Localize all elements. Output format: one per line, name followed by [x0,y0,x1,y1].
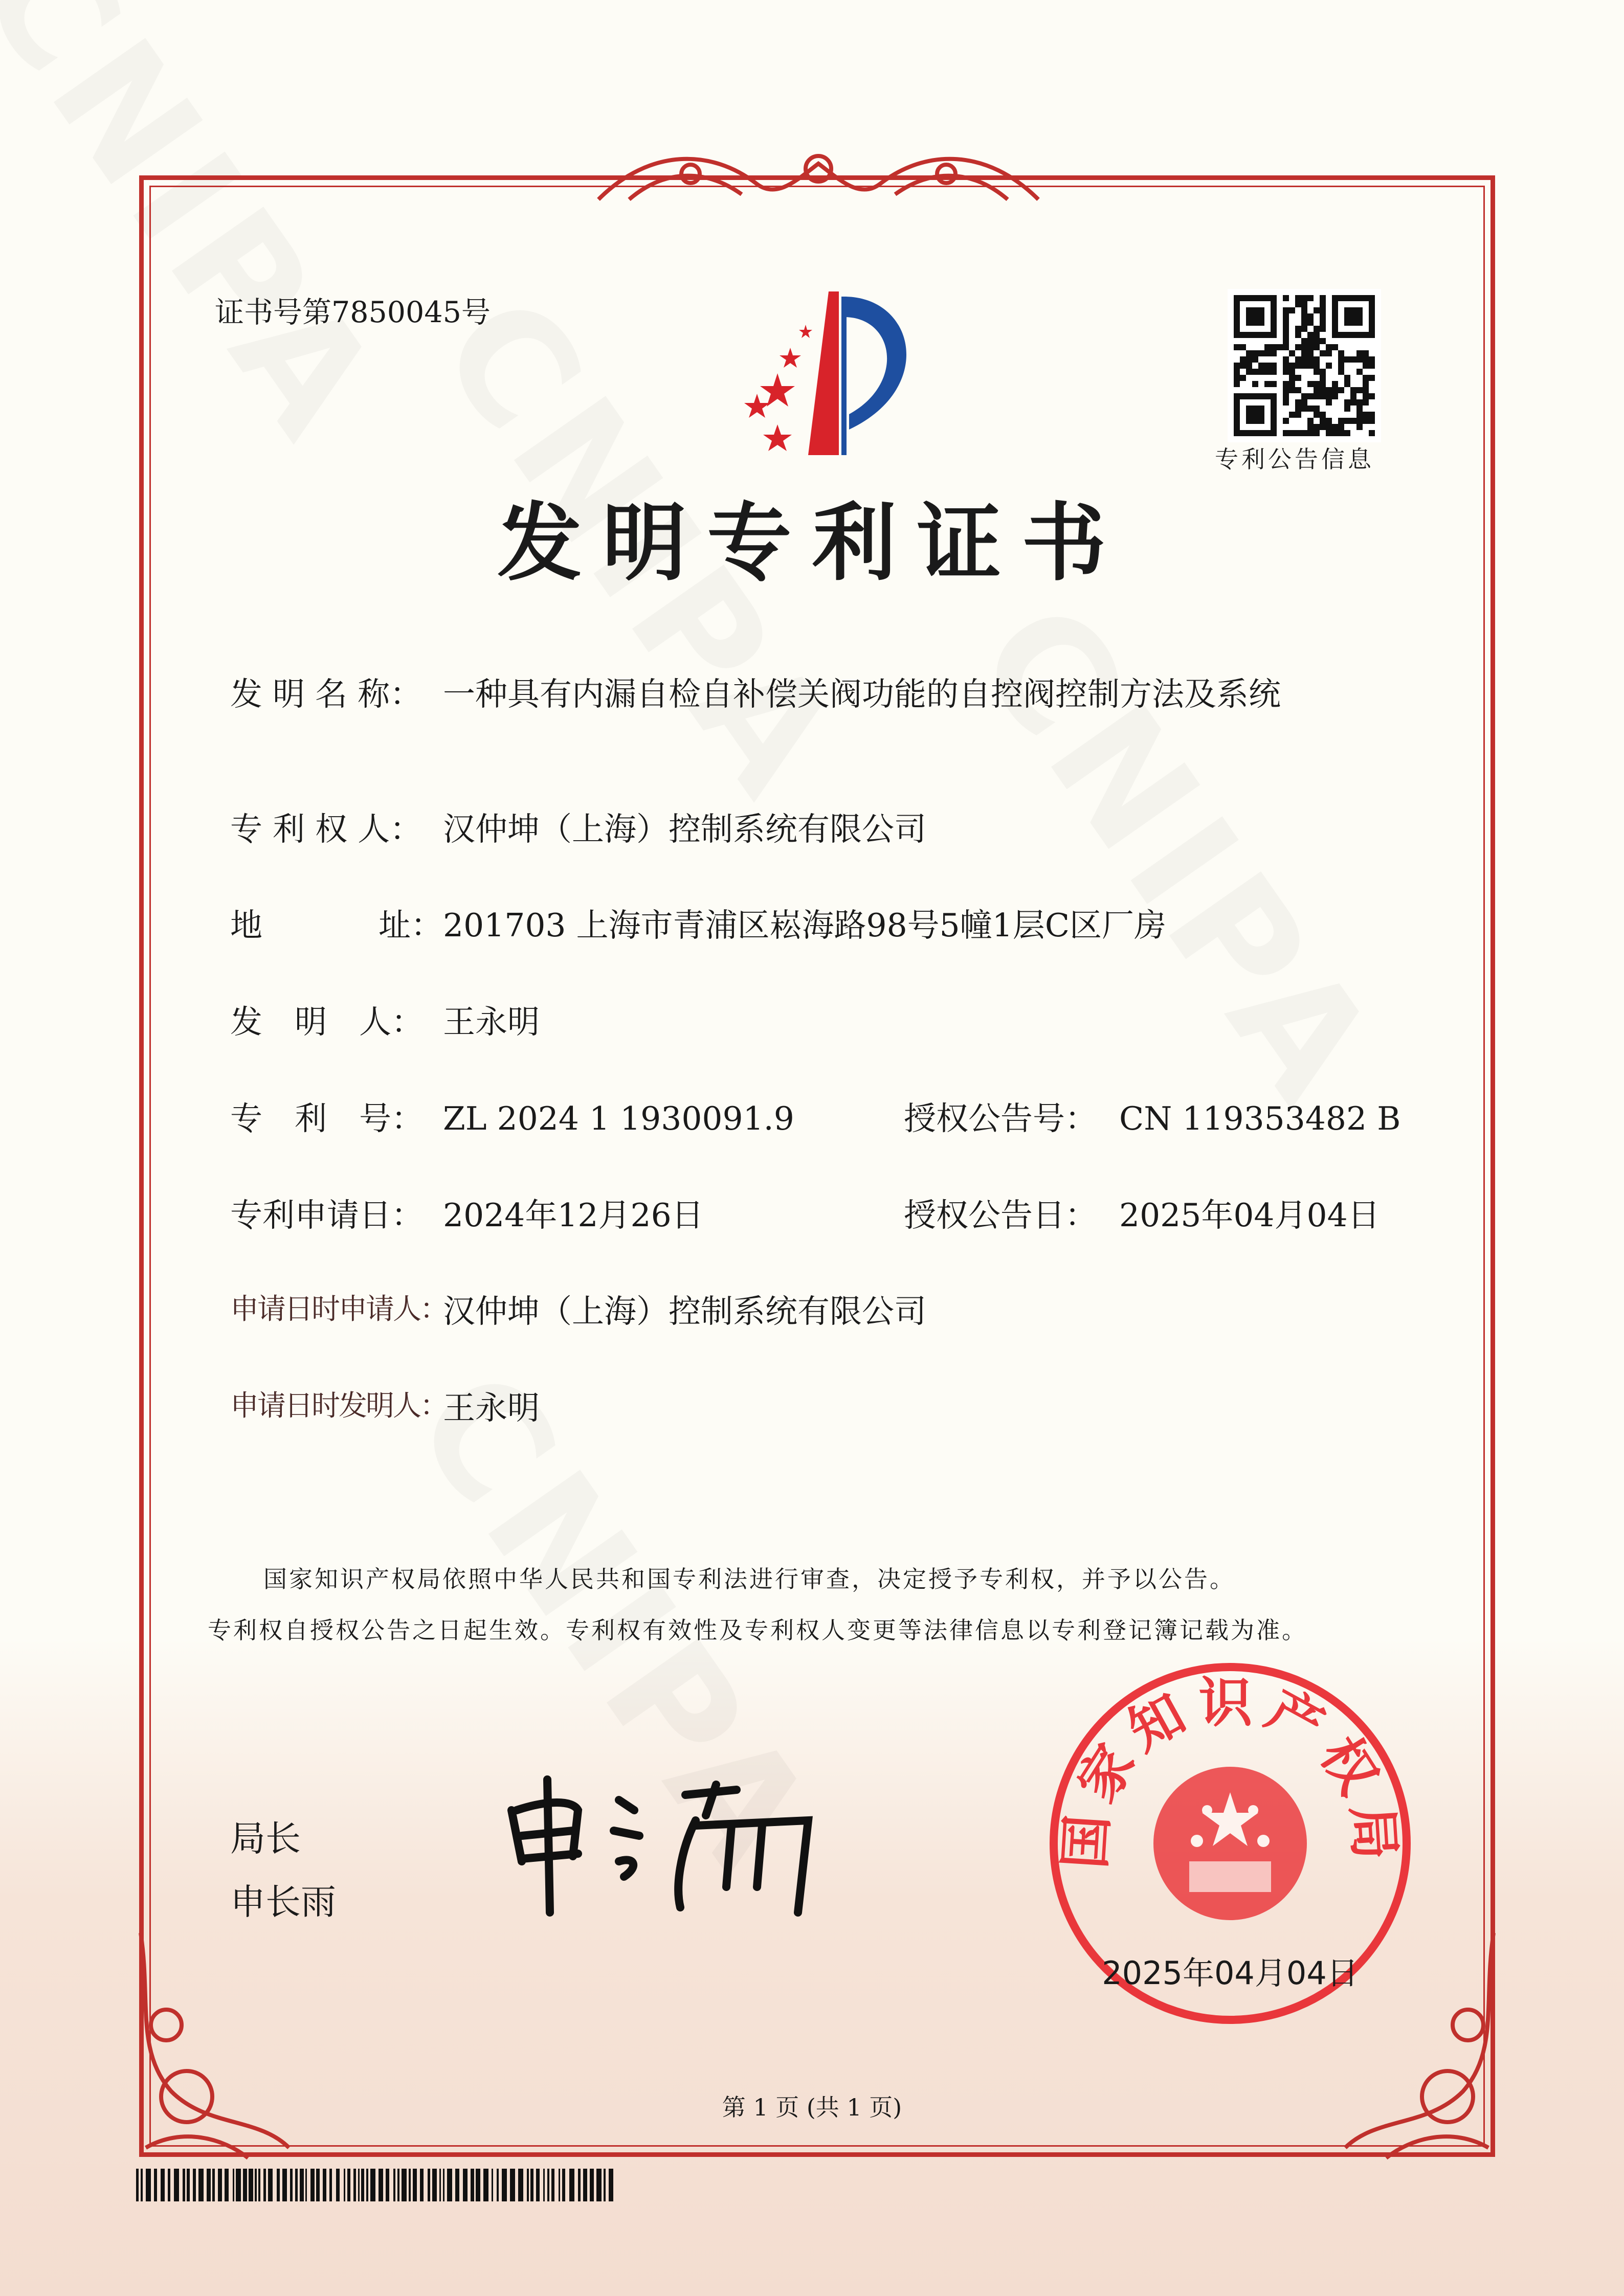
barcode-bar [236,2169,241,2201]
barcode-bar [300,2169,304,2201]
field-value: 王永明 [443,1003,540,1041]
barcode-bar [198,2169,204,2201]
director-signature [501,1769,839,1923]
barcode-bar [358,2169,360,2201]
barcode-bar [366,2169,368,2201]
statement-line: 国家知识产权局依照中华人民共和国专利法进行审查，决定授予专利权，并予以公告。 [263,1565,1235,1593]
barcode-bar [255,2169,257,2201]
seal-date: 2025年04月04日 [1102,1954,1359,1992]
barcode-bar [455,2169,459,2201]
field-label: 申请日时发明人： [230,1389,447,1423]
cnipa-logo [701,286,936,470]
barcode-bar [536,2169,540,2201]
barcode-bar [268,2169,273,2201]
barcode-bar [409,2169,411,2201]
barcode-bar [168,2169,170,2201]
field-label: 址： [379,907,443,944]
barcode-bar [146,2169,151,2201]
barcode-bar [386,2169,389,2201]
qr-label: 专利公告信息 [1215,445,1374,473]
barcode-bar [249,2169,253,2201]
barcode-bar [310,2169,315,2201]
barcode-bar [277,2169,280,2201]
field-value: ZL 2024 1 1930091.9 [443,1100,794,1137]
barcode-bar [502,2169,507,2201]
barcode-bar [258,2169,260,2201]
barcode-bar [187,2169,190,2201]
field-value: 2025年04月04日 [1119,1197,1380,1234]
barcode-bar [207,2169,211,2201]
page-title: 发明专利证书 [497,494,1127,592]
barcode-bar [439,2169,441,2201]
field-label: 授权公告号： [904,1100,1097,1137]
barcode-bar [578,2169,581,2201]
barcode-bar [596,2169,602,2201]
barcode-bar [530,2169,533,2201]
barcode-bar [282,2169,287,2201]
barcode-bar [590,2169,594,2201]
barcode-bar [569,2169,574,2201]
field-value: 2024年12月26日 [443,1197,704,1234]
barcode-bar [316,2169,320,2201]
field-label: 地 [230,907,262,944]
barcode-bar [583,2169,587,2201]
barcode-bar [428,2169,430,2201]
certificate-number: 证书号第7850045号 [215,296,491,329]
barcode-bar [551,2169,554,2201]
barcode-bar [323,2169,326,2201]
field-value: 一种具有内漏自检自补偿关阀功能的自控阀控制方法及系统 [443,676,1281,713]
qr-code[interactable] [1228,289,1381,442]
barcode-bar [141,2169,143,2201]
barcode-bar [547,2169,549,2201]
field-label: 授权公告日： [904,1197,1097,1234]
barcode-bar [393,2169,395,2201]
field-value: 汉仲坤（上海）控制系统有限公司 [443,1293,926,1330]
seal-text: 国家知识产权局 [1053,1671,1407,1871]
barcode-bar [136,2169,139,2201]
barcode-bar [443,2169,444,2201]
official-seal [1043,1657,1417,2030]
barcode-bar [263,2169,266,2201]
barcode-bar [413,2169,417,2201]
field-label: 发 明 人： [230,1003,424,1041]
field-value: 王永明 [443,1389,540,1427]
barcode-bar [174,2169,179,2201]
barcode-bar [243,2169,247,2201]
field-label: 发 明 名 称： [230,676,422,713]
barcode-bar [527,2169,529,2201]
field-label: 申请日时申请人： [230,1293,447,1326]
barcode-bar [347,2169,350,2201]
barcode-bar [290,2169,293,2201]
director-title: 局长 [230,1818,301,1859]
barcode-bar [476,2169,481,2201]
field-value: 汉仲坤（上海）控制系统有限公司 [443,811,926,848]
field-label: 专利申请日： [230,1197,424,1234]
barcode-bar [518,2169,523,2201]
barcode-bar [543,2169,545,2201]
barcode-bar [361,2169,364,2201]
barcode [136,2169,617,2201]
field-value: CN 119353482 B [1119,1100,1401,1137]
page-number: 第 1 页 (共 1 页) [722,2094,902,2121]
barcode-bar [161,2169,165,2201]
barcode-bar [447,2169,452,2201]
barcode-bar [609,2169,613,2201]
barcode-bar [497,2169,499,2201]
field-label: 专 利 号： [230,1100,424,1137]
barcode-bar [154,2169,157,2201]
barcode-bar [562,2169,565,2201]
barcode-bar [183,2169,186,2201]
barcode-bar [604,2169,606,2201]
statement-line: 专利权自授权公告之日起生效。专利权有效性及专利权人变更等法律信息以专利登记簿记载为准。 [208,1616,1307,1644]
barcode-bar [463,2169,468,2201]
barcode-bar [344,2169,345,2201]
barcode-bar [193,2169,196,2201]
barcode-bar [379,2169,384,2201]
barcode-bar [483,2169,488,2201]
barcode-bar [420,2169,424,2201]
barcode-bar [370,2169,375,2201]
barcode-bar [353,2169,356,2201]
barcode-bar [218,2169,222,2201]
barcode-bar [559,2169,560,2201]
barcode-bar [471,2169,474,2201]
barcode-bar [305,2169,307,2201]
barcode-bar [336,2169,340,2201]
top-ornament [588,138,1049,215]
barcode-bar [432,2169,437,2201]
barcode-bar [510,2169,515,2201]
field-label: 专 利 权 人： [230,811,422,848]
barcode-bar [225,2169,229,2201]
corner-ornament-left [130,1923,299,2168]
barcode-bar [492,2169,493,2201]
barcode-bar [295,2169,298,2201]
barcode-bar [329,2169,332,2201]
field-value: 201703 上海市青浦区崧海路98号5幢1层C区厂房 [443,907,1167,944]
barcode-bar [397,2169,399,2201]
barcode-bar [233,2169,234,2201]
barcode-bar [212,2169,215,2201]
barcode-bar [402,2169,407,2201]
director-name: 申长雨 [230,1882,336,1923]
